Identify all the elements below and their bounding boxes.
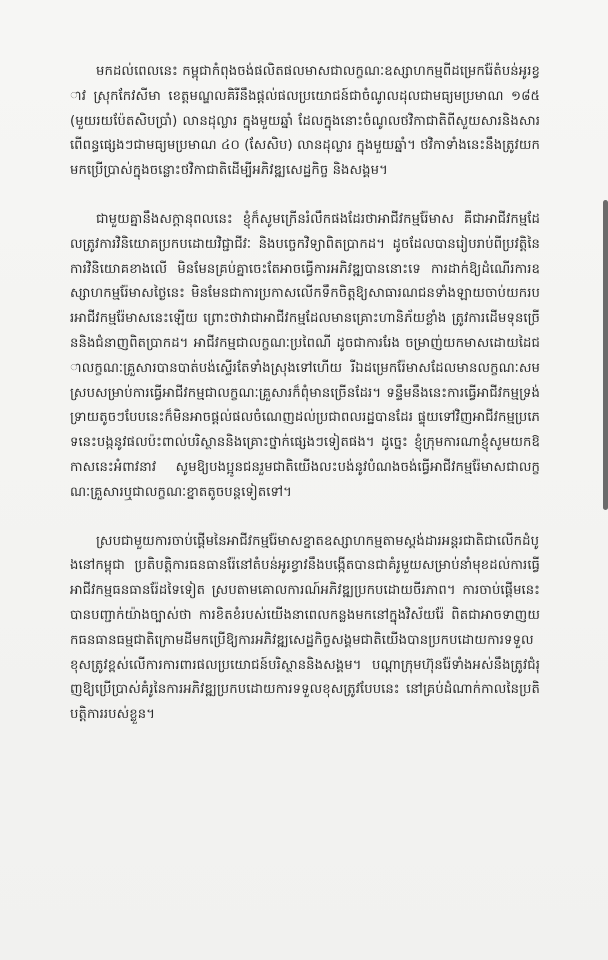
vertical-scrollbar[interactable] [603,200,608,510]
paragraph-3: ស្របជាមួយការចាប់ផ្តើមនៃអាជីវកម្មរ៉ែមាសខ្នាតឧស្សាហកម្មតាមស្តង់ដារអន្តរជាតិជាលើកដំបូងនៅកម្ពុជា ប្រតិបត្តិការធនធានរ៉ែនៅតំបន់អូរខ្វាវនឹងបង្កើតបានជាគំរូមួយសម្រាប់នាំមុខដល់ការធ្វើអាជីវកម្មធនធានរ៉ែដទៃទៀត ស្របតាមគោលការណ៍អភិវឌ្ឍប្រកបដោយចីរភាព។ ការចាប់ផ្តើមនេះបានបញ្ជាក់យ៉ាងច្បាស់ថា ការខិតខំរបស់យើងនាពេលកន្លងមកនៅក្នុងវិស័យរ៉ែ ពិតជាអាចទាញយកធនធានធម្មជាតិក្រោមដីមកប្រើឱ្យការអភិវឌ្ឍសេដ្ឋកិច្ចសង្គមជាតិយើងបានប្រកបដោយការទទួលខុសត្រូវខ្ពស់លើការការពារផលប្រយោជន៍បរិស្ថាននិងសង្គម។ បណ្តាក្រុមហ៊ុនរ៉ែទាំងអស់នឹងត្រូវជំរុញឱ្យប្រើប្រាស់គំរូនៃការអភិវឌ្ឍប្រកបដោយការទទួលខុសត្រូវបែបនេះ នៅគ្រប់ដំណាក់កាលនៃប្រតិបត្តិការរបស់ខ្លួន។ [70,533,540,723]
document-body [70,60,540,752]
paragraph-2: ជាមួយគ្នានឹងសក្តានុពលនេះ ខ្ញុំក៏សូមក្រើនរំលឹកផងដែរថាអាជីវកម្មរ៉ែមាស គឺជាអាជីវកម្មដែលត្រូវការវិនិយោគប្រកបដោយវិជ្ជាជីវៈ និងបច្ចេកវិទ្យាពិតប្រាកដ។ ដូចដែលបានរៀបរាប់ពីប្រវត្តិនៃការវិនិយោគខាងលើ មិនមែនគ្រប់គ្នាចេះតែអាចធ្វើការអភិវឌ្ឍបាននោះទេ ការដាក់ឱ្យដំណើរការឧស្សាហកម្មរ៉ែមាសថ្ងៃនេះ មិនមែនជាការប្រកាសលើកទឹកចិត្តឱ្យសាធារណជនទាំងឡាយចាប់យករបរអាជីវកម្មរ៉ែមាសនេះឡើយ ព្រោះថាវាជាអាជីវកម្មដែលមានគ្រោះហានិភ័យខ្លាំង ត្រូវការដើមទុនច្រើននិងជំនាញពិតប្រាកដ។ អាជីវកម្មជាលក្ខណៈប្រពៃណី ដូចជាការរែង ចម្រាញ់យកមាសដោយដៃជាលក្ខណៈគ្រួសារបានបាត់បង់ស្ទើរតែទាំងស្រុងទៅហើយ រីឯដម្រេករ៉ែមាសដែលមានលក្ខណៈសមស្របសម្រាប់ការធ្វើអាជីវកម្មជាលក្ខណៈគ្រួសារក៏ពុំមានច្រើនដែរ។ ទន្ទឹមនឹងនេះការធ្វើអាជីវកម្មទ្រង់ទ្រាយតូចៗបែបនេះក៏មិនអាចផ្តល់ផលចំណេញដល់ប្រជាពលរដ្ឋបានដែរ ផ្ទុយទៅវិញអាជីវកម្មប្រភេទនេះបង្កនូវផលប៉ះពាល់បរិស្ថាននិងគ្រោះថ្នាក់ផ្សេងៗទៀតផង។ ដូច្នេះ ខ្ញុំក្រុមការណាខ្ញុំសូមយកឱកាសនេះអំពាវនាវ សូមឱ្យបងប្អូនជនរួមជាតិយើងលះបង់នូវបំណងចង់ធ្វើអាជីវកម្មរ៉ែមាសជាលក្ខណៈគ្រួសារឬជាលក្ខណៈខ្នាតតូចបន្តទៀតទៅ។ [70,211,540,500]
paragraph-1: មកដល់ពេលនេះ កម្ពុជាកំពុងចង់ផលិតផលមាសជាលក្ខណៈឧស្សាហកម្មពីដម្រេករ៉ែតំបន់អូរខ្វាវ ស្រុកកែវសីមា ខេត្តមណ្ឌលគិរីនឹងផ្តល់ផលប្រយោជន៍ជាចំណូលដុលជាមធ្យមប្រមាណ ១៨៥ (មួយរយប៉ែតសិបប្រាំ) លានដុល្លារ ក្នុងមួយឆ្នាំ ដែលក្នុងនោះចំណូលថវិកាជាតិពីសួយសារនិងសារពើពន្ធផ្សេងៗជាមធ្យមប្រមាណ ៤០ (សែសិប) លានដុល្លារ ក្នុងមួយឆ្នាំ។ ថវិកាទាំងនេះនឹងត្រូវយកមកប្រើប្រាស់ក្នុងចន្លោះថវិកាជាតិដើម្បីអភិវឌ្ឍសេដ្ឋកិច្ច និងសង្គម។ [70,64,540,179]
